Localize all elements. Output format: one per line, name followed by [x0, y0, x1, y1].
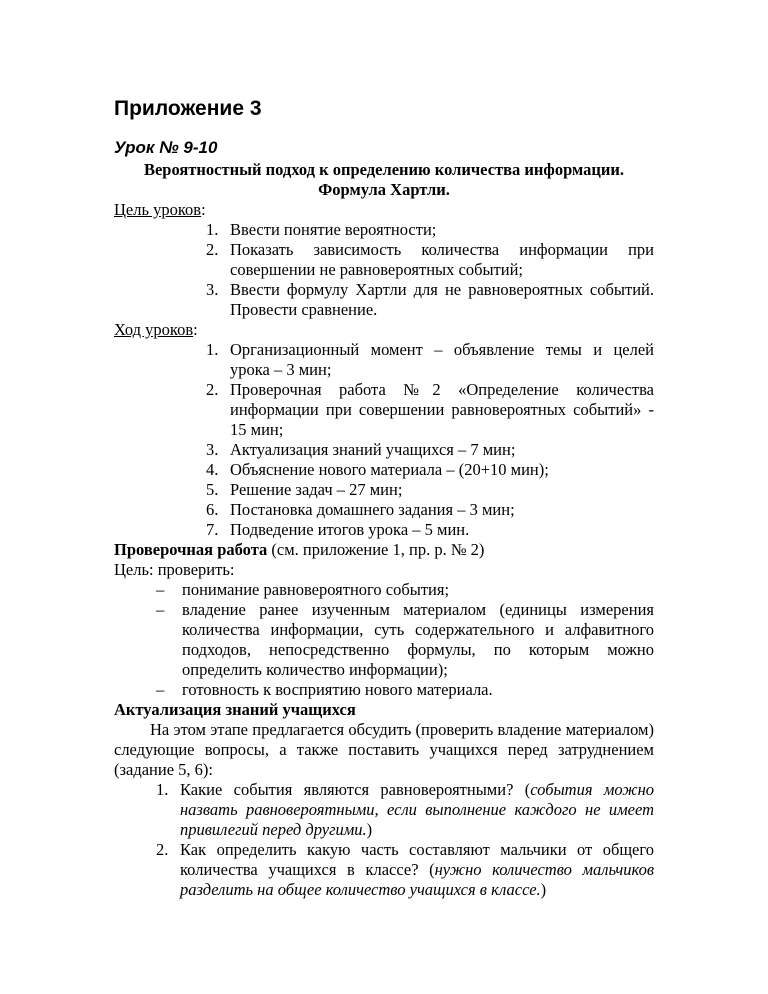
list-item: – готовность к восприятию нового материала. — [156, 680, 493, 699]
flow-list — [206, 340, 654, 540]
document-body — [114, 160, 654, 900]
list-item: 2. Как определить какую часть составляют мальчики от общего количества учащихся в классе? (нужно количество мальчиков разделить на общее количество учащихся в классе.) — [156, 840, 654, 899]
list-item: 4. Объяснение нового материала – (20+10 мин); — [206, 460, 549, 479]
test-title: Проверочная работа — [114, 540, 268, 559]
flow-label-text: Ход уроков — [114, 320, 194, 339]
list-item: 3. Актуализация знаний учащихся – 7 мин; — [206, 440, 516, 459]
lesson-heading: Урок № 9-10 — [114, 138, 218, 157]
appendix-heading: Приложение 3 — [114, 97, 262, 120]
list-item: 2. Показать зависимость количества информации при совершении не равновероятных событий; — [206, 240, 654, 279]
list-item: 3. Ввести формулу Хартли для не равновероятных событий. Провести сравнение. — [206, 280, 654, 319]
list-item: – понимание равновероятного события; — [156, 580, 450, 599]
list-item: 5. Решение задач – 27 мин; — [206, 480, 403, 499]
list-item: 2. Проверочная работа №2 «Определение количества информации при совершении равновероятных событий» - 15 мин; — [206, 380, 654, 439]
title-line-1: Вероятностный подход к определению количества информации. — [143, 160, 625, 179]
list-item: – владение ранее изученным материалом (единицы измерения количества информации, суть содержательного и алфавитного подходов, непосредственно формулы, по которым можно определить количество информации); — [156, 600, 654, 679]
list-item: 1. Какие события являются равновероятными? (события можно назвать равновероятными, если выполнение каждого не имеет привилегий перед другими.) — [156, 780, 655, 839]
goals-label: Цель уроков: — [114, 200, 206, 219]
test-goal: Цель: проверить: — [114, 560, 235, 579]
goals-label-text: Цель уроков — [114, 200, 202, 219]
list-item: 1. Организационный момент – объявление темы и целей урока – 3 мин; — [206, 340, 654, 379]
flow-label: Ход уроков: — [114, 320, 198, 339]
list-item: 6. Постановка домашнего задания – 3 мин; — [206, 500, 515, 519]
title-line-2: Формула Хартли. — [318, 180, 450, 199]
actualization-intro: На этом этапе предлагается обсудить (проверить владение материалом) следующие вопросы, а также поставить учащихся перед затруднением (задание 5, 6): — [114, 720, 654, 779]
questions-list — [156, 780, 654, 900]
test-heading — [114, 540, 654, 560]
test-ref: (см. приложение 1, пр. р. № 2) — [267, 540, 485, 559]
goals-list — [206, 220, 654, 320]
test-items-list — [156, 580, 654, 700]
list-item: 7. Подведение итогов урока – 5 мин. — [206, 520, 470, 539]
list-item: 1. Ввести понятие вероятности; — [206, 220, 437, 239]
actualization-heading: Актуализация знаний учащихся — [114, 700, 356, 719]
